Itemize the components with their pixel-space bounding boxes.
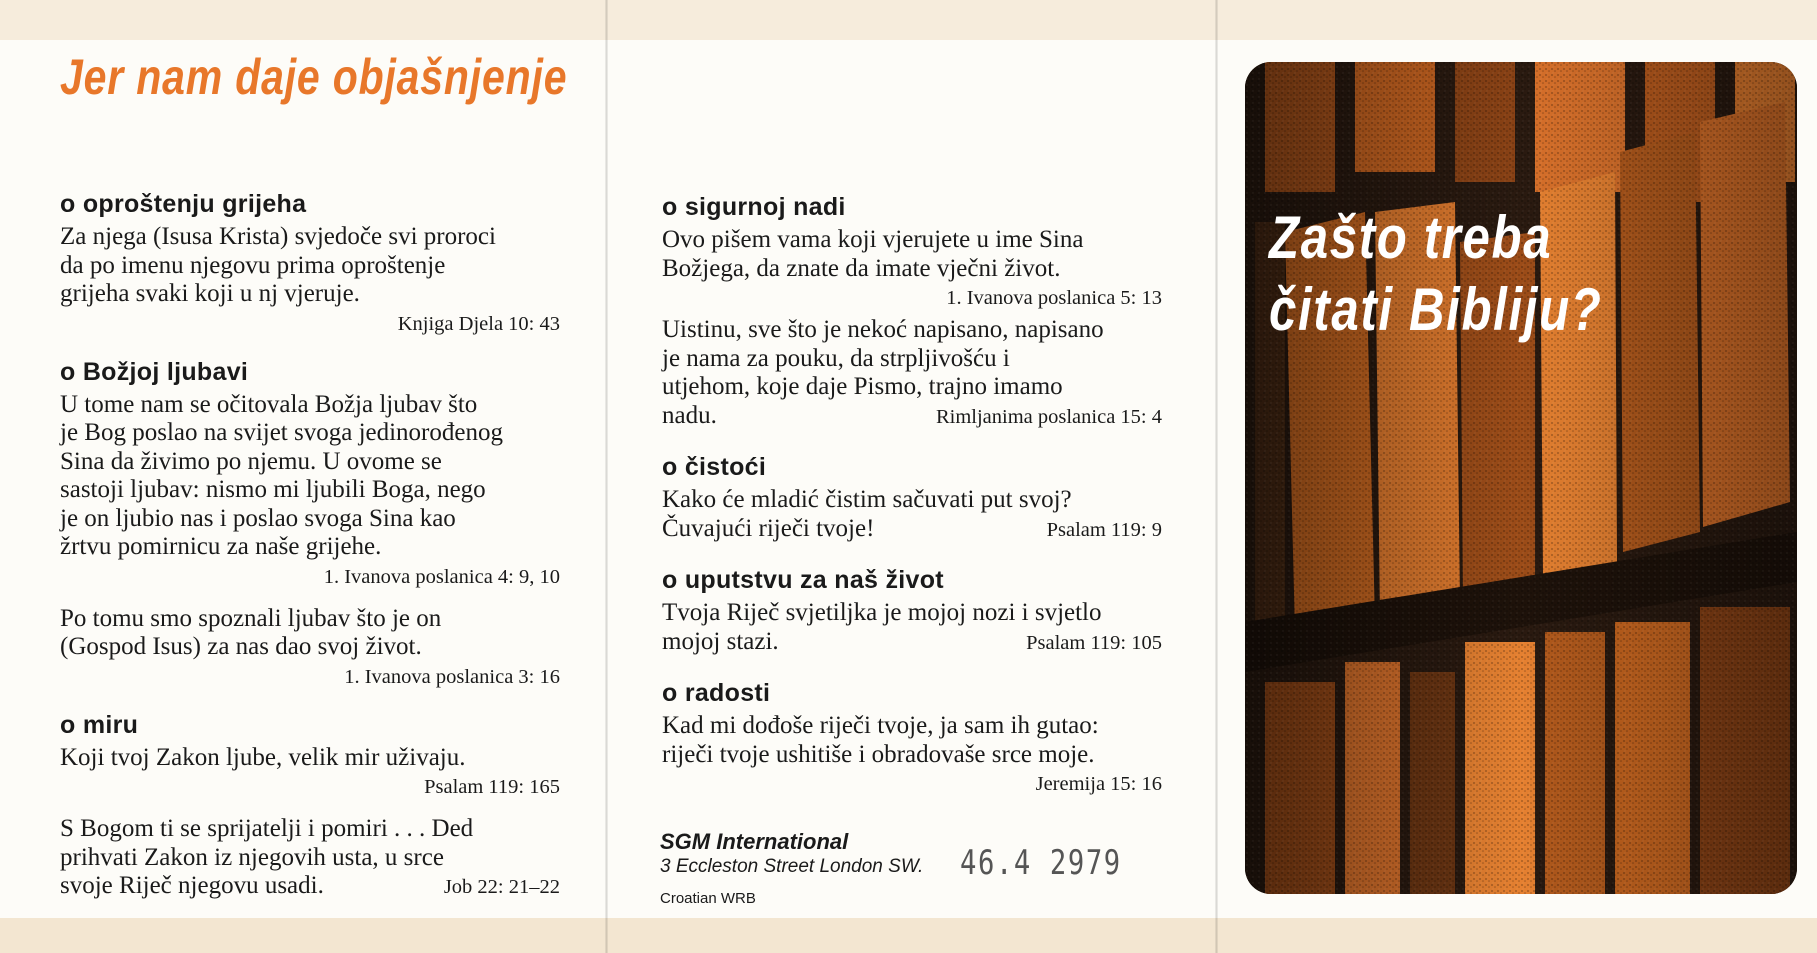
cover-title [1269, 202, 1602, 346]
cover-title-line-2: čitati Bibliju? [1269, 276, 1603, 343]
cover-panel [1245, 62, 1797, 894]
verse-reference: Knjiga Djela 10: 43 [397, 312, 560, 335]
section-joy [662, 679, 1162, 796]
section-forgiveness [60, 190, 560, 336]
verse-reference: Job 22: 21–22 [443, 876, 560, 898]
section-love-continued [60, 605, 560, 689]
fold-line-2 [1215, 0, 1218, 953]
section-heading: o čistoći [662, 453, 767, 481]
section-peace-continued [60, 815, 560, 902]
publication-code: Croatian WRB [660, 890, 756, 907]
top-edge [0, 0, 1817, 40]
verse-line: Koji tvoj Zakon ljube, velik mir uživaju. [60, 743, 466, 771]
middle-column [662, 193, 1162, 796]
verse-line: Čuvajući riječi tvoje! [662, 514, 875, 542]
verse-line: nadu. [662, 401, 717, 429]
section-heading: o oproštenju grijeha [60, 190, 307, 218]
verse-line: je Bog poslao na svijet svoga jedinorođenog [60, 419, 503, 446]
section-hope-continued [662, 316, 1162, 431]
verse-line: je nama za pouku, da strpljivošću i [662, 344, 1010, 372]
verse-line: mojoj stazi. [662, 627, 779, 655]
verse-reference: Psalam 119: 9 [1046, 518, 1162, 541]
verse-line: utjehom, koje daje Pismo, trajno imamo [662, 373, 1063, 400]
section-guidance [662, 566, 1162, 657]
section-heading: o miru [60, 710, 139, 739]
publisher-address: 3 Eccleston Street London SW. [660, 856, 924, 877]
verse-line: da po imenu njegovu prima oproštenje [60, 251, 446, 279]
section-heading: o uputstvu za naš život [662, 566, 944, 594]
verse-line: riječi tvoje ushitiše i obradovaše srce moje. [662, 740, 1095, 768]
bookshelf-photo [1245, 62, 1797, 894]
verse-reference: Rimljanima poslanica 15: 4 [935, 405, 1162, 428]
verse-line: Ovo pišem vama koji vjerujete u ime Sina [662, 226, 1084, 253]
verse-reference: Psalam 119: 165 [424, 776, 560, 798]
verse-line: Božjega, da znate da imate vječni život. [662, 254, 1061, 282]
verse-line: Po tomu smo spoznali ljubav što je on [60, 604, 442, 632]
bottom-edge [0, 918, 1817, 953]
section-hope [662, 193, 1162, 310]
verse-line: S Bogom ti se sprijatelji i pomiri . . . Ded [60, 815, 474, 842]
verse-line: žrtvu pomirnicu za naše grijehe. [60, 533, 382, 560]
section-heading: o radosti [662, 679, 771, 707]
section-heading: o Božjoj ljubavi [60, 357, 249, 386]
verse-line: Sina da živimo po njemu. U ovome se [60, 447, 442, 475]
verse-line: je on ljubio nas i poslao svoga Sina kao [60, 504, 456, 532]
section-purity [662, 453, 1162, 544]
verse-line: (Gospod Isus) za nas dao svoj život. [60, 633, 422, 660]
verse-reference: 1. Ivanova poslanica 4: 9, 10 [323, 565, 560, 588]
section-heading: o sigurnoj nadi [662, 193, 846, 221]
fold-line-1 [605, 0, 608, 953]
verse-reference: 1. Ivanova poslanica 3: 16 [344, 665, 560, 688]
left-column [60, 190, 560, 902]
verse-line: sastoji ljubav: nismo mi ljubili Boga, nego [60, 476, 486, 503]
verse-line: Uistinu, sve što je nekoć napisano, napisano [662, 316, 1104, 343]
verse-line: prihvati Zakon iz njegovih usta, u srce [60, 843, 444, 871]
handwritten-stamp: 46.4 2979 [960, 843, 1122, 883]
headline: Jer nam daje objašnjenje [60, 49, 568, 105]
section-peace [60, 711, 560, 800]
verse-reference: Jeremija 15: 16 [1035, 773, 1162, 795]
section-gods-love [60, 358, 560, 589]
verse-line: Kako će mladić čistim sačuvati put svoj? [662, 486, 1072, 513]
verse-reference: 1. Ivanova poslanica 5: 13 [946, 287, 1162, 309]
verse-line: svoje Riječ njegovu usadi. [60, 872, 324, 899]
verse-reference: Psalam 119: 105 [1026, 631, 1162, 654]
verse-line: Kad mi dođoše riječi tvoje, ja sam ih gutao: [662, 712, 1099, 739]
verse-line: U tome nam se očitovala Božja ljubav što [60, 390, 478, 418]
publisher-name: SGM International [660, 829, 849, 854]
cover-title-line-1: Zašto treba [1269, 204, 1553, 271]
verse-line: grijeha svaki koji u nj vjeruje. [60, 280, 360, 307]
verse-line: Za njega (Isusa Krista) svjedoče svi proroci [60, 223, 496, 250]
verse-line: Tvoja Riječ svjetiljka je mojoj nozi i svjetlo [662, 599, 1102, 626]
